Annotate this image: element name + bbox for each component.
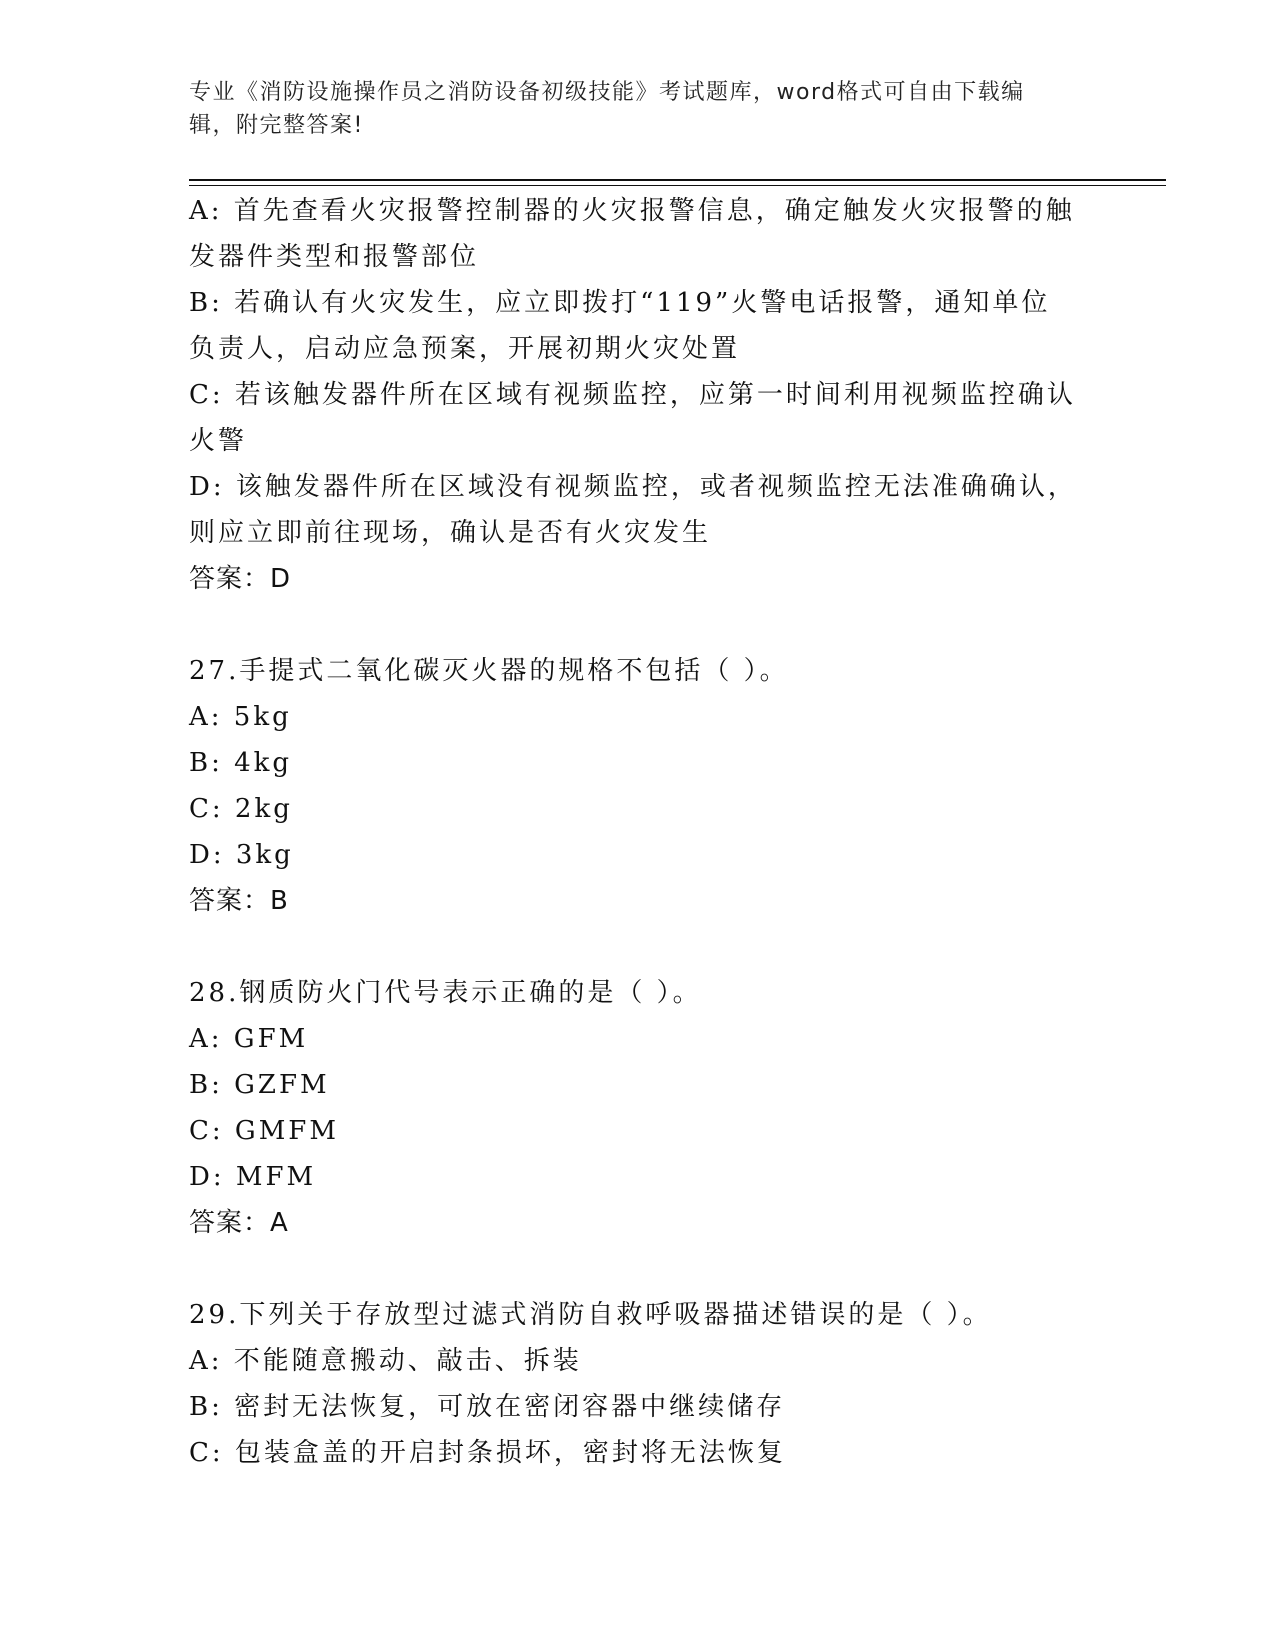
- question-27: [189, 648, 1089, 924]
- question-spacer: [189, 602, 1089, 648]
- q29-option-a: A: 不能随意搬动、敲击、拆装: [189, 1346, 582, 1376]
- q27-option-d: D: 3kg: [189, 840, 294, 870]
- question-28: [189, 970, 1089, 1246]
- q28-option-d: D: MFM: [189, 1162, 317, 1192]
- q28-option-b: B: GZFM: [189, 1070, 330, 1100]
- question-26: [189, 188, 1089, 602]
- header-rule-thin: [189, 185, 1166, 186]
- question-content: [189, 188, 1089, 1476]
- q26-option-a-line1: A: 首先查看火灾报警控制器的火灾报警信息，确定触发火灾报警的触: [189, 196, 1075, 226]
- q26-option-d-line1: D: 该触发器件所在区域没有视频监控，或者视频监控无法准确确认，: [189, 472, 1077, 502]
- question-spacer: [189, 1246, 1089, 1292]
- document-intro: 专业《消防设施操作员之消防设备初级技能》考试题库，word格式可自由下载编辑，附完整答案!: [189, 80, 1025, 138]
- q29-option-c: C: 包装盒盖的开启封条损坏，密封将无法恢复: [189, 1438, 786, 1468]
- question-spacer: [189, 924, 1089, 970]
- q29-question: 29.下列关于存放型过滤式消防自救呼吸器描述错误的是（ ）。: [189, 1300, 992, 1330]
- q28-option-a: A: GFM: [189, 1024, 309, 1054]
- q26-option-d-line2: 则应立即前往现场，确认是否有火灾发生: [189, 518, 712, 548]
- q26-option-b-line1: B: 若确认有火灾发生，应立即拨打“119”火警电话报警，通知单位: [189, 288, 1051, 318]
- q27-answer: 答案：B: [189, 886, 289, 916]
- q27-option-c: C: 2kg: [189, 794, 293, 824]
- question-29: [189, 1292, 1089, 1476]
- q28-answer: 答案：A: [189, 1208, 289, 1238]
- q26-option-a-line2: 发器件类型和报警部位: [189, 242, 480, 272]
- q27-option-b: B: 4kg: [189, 748, 293, 778]
- q27-question: 27.手提式二氧化碳灭火器的规格不包括（ ）。: [189, 656, 789, 686]
- q28-question: 28.钢质防火门代号表示正确的是（ ）。: [189, 978, 702, 1008]
- header-rule-thick: [189, 179, 1166, 181]
- q26-option-b-line2: 负责人，启动应急预案，开展初期火灾处置: [189, 334, 741, 364]
- q26-option-c-line1: C: 若该触发器件所在区域有视频监控，应第一时间利用视频监控确认: [189, 380, 1076, 410]
- q26-option-c-line2: 火警: [189, 426, 248, 456]
- q27-option-a: A: 5kg: [189, 702, 292, 732]
- q29-option-b: B: 密封无法恢复，可放在密闭容器中继续储存: [189, 1392, 786, 1422]
- q26-answer: 答案：D: [189, 564, 292, 594]
- q28-option-c: C: GMFM: [189, 1116, 339, 1146]
